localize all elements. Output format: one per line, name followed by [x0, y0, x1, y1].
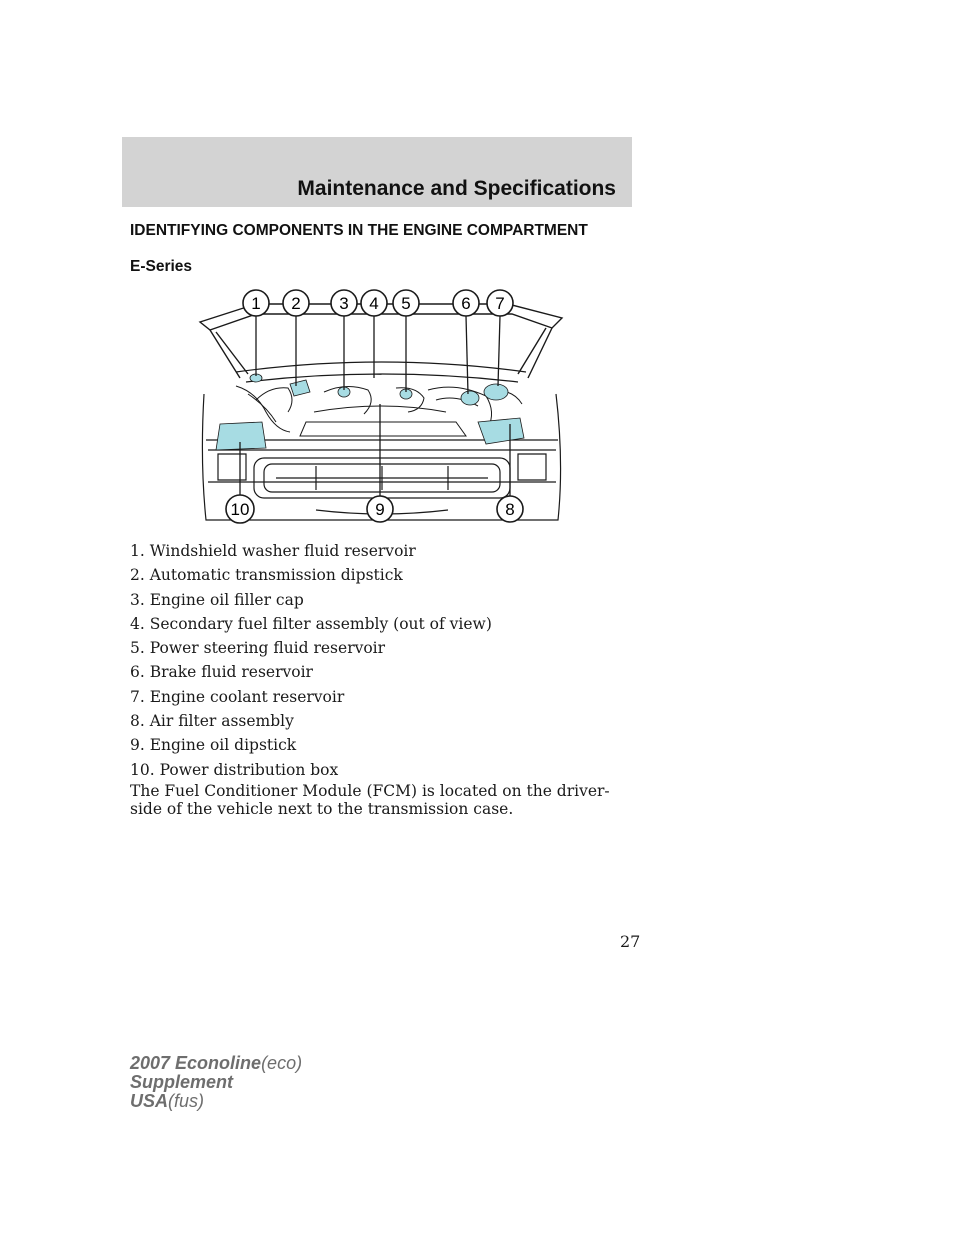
callout-3	[331, 290, 357, 316]
list-item: 10. Power distribution box	[130, 760, 339, 779]
callout-6	[453, 290, 479, 316]
footer-market-code: (fus)	[168, 1091, 205, 1111]
page-number: 27	[620, 932, 641, 951]
svg-text:9: 9	[375, 500, 385, 519]
callout-9	[367, 496, 393, 522]
svg-text:1: 1	[251, 294, 261, 313]
list-item: 5. Power steering fluid reservoir	[130, 639, 386, 658]
callout-5	[393, 290, 419, 316]
footer-model: 2007 Econoline	[130, 1053, 262, 1073]
section-heading: IDENTIFYING COMPONENTS IN THE ENGINE COMPARTMENT	[130, 222, 588, 239]
svg-text:3: 3	[339, 294, 349, 313]
callout-7	[487, 290, 513, 316]
footer-model-code: (eco)	[261, 1053, 303, 1073]
list-item: 1. Windshield washer fluid reservoir	[130, 542, 416, 560]
engine-details	[236, 386, 522, 436]
footer-market: USA	[130, 1091, 169, 1111]
list-item: 3. Engine oil filler cap	[130, 590, 304, 609]
engine-compartment-illustration	[196, 282, 568, 532]
footer-supplement: Supplement	[130, 1072, 234, 1092]
svg-text:7: 7	[495, 294, 505, 313]
transmission-dipstick-highlight	[290, 380, 310, 396]
svg-text:10: 10	[230, 500, 250, 519]
svg-text:4: 4	[369, 294, 379, 313]
svg-text:5: 5	[401, 294, 411, 313]
highlighted-components	[216, 374, 524, 450]
power-distribution-box-highlight	[216, 422, 266, 450]
footer	[130, 1054, 302, 1111]
callout-2	[283, 290, 309, 316]
list-item: 4. Secondary fuel filter assembly (out of view)	[130, 614, 492, 633]
component-list	[130, 541, 492, 784]
list-item: 2. Automatic transmission dipstick	[130, 566, 403, 585]
svg-text:6: 6	[461, 294, 471, 313]
list-item: 7. Engine coolant reservoir	[130, 687, 345, 706]
callout-10	[226, 495, 254, 523]
svg-text:2: 2	[291, 294, 301, 313]
callout-4	[361, 290, 387, 316]
callout-1	[243, 290, 269, 316]
svg-text:8: 8	[505, 500, 515, 519]
list-item: 9. Engine oil dipstick	[130, 736, 297, 755]
list-item: 6. Brake fluid reservoir	[130, 663, 313, 682]
callout-8	[497, 496, 523, 522]
brake-fluid-reservoir-highlight	[461, 391, 479, 405]
subheading: E-Series	[130, 258, 193, 275]
header-band	[122, 137, 632, 207]
fcm-note: The Fuel Conditioner Module (FCM) is located on the driver-side of the vehicle next to the transmission case.	[130, 782, 610, 818]
list-item: 8. Air filter assembly	[130, 712, 294, 731]
coolant-reservoir-highlight	[484, 384, 508, 400]
page-header-title: Maintenance and Specifications	[297, 177, 616, 200]
